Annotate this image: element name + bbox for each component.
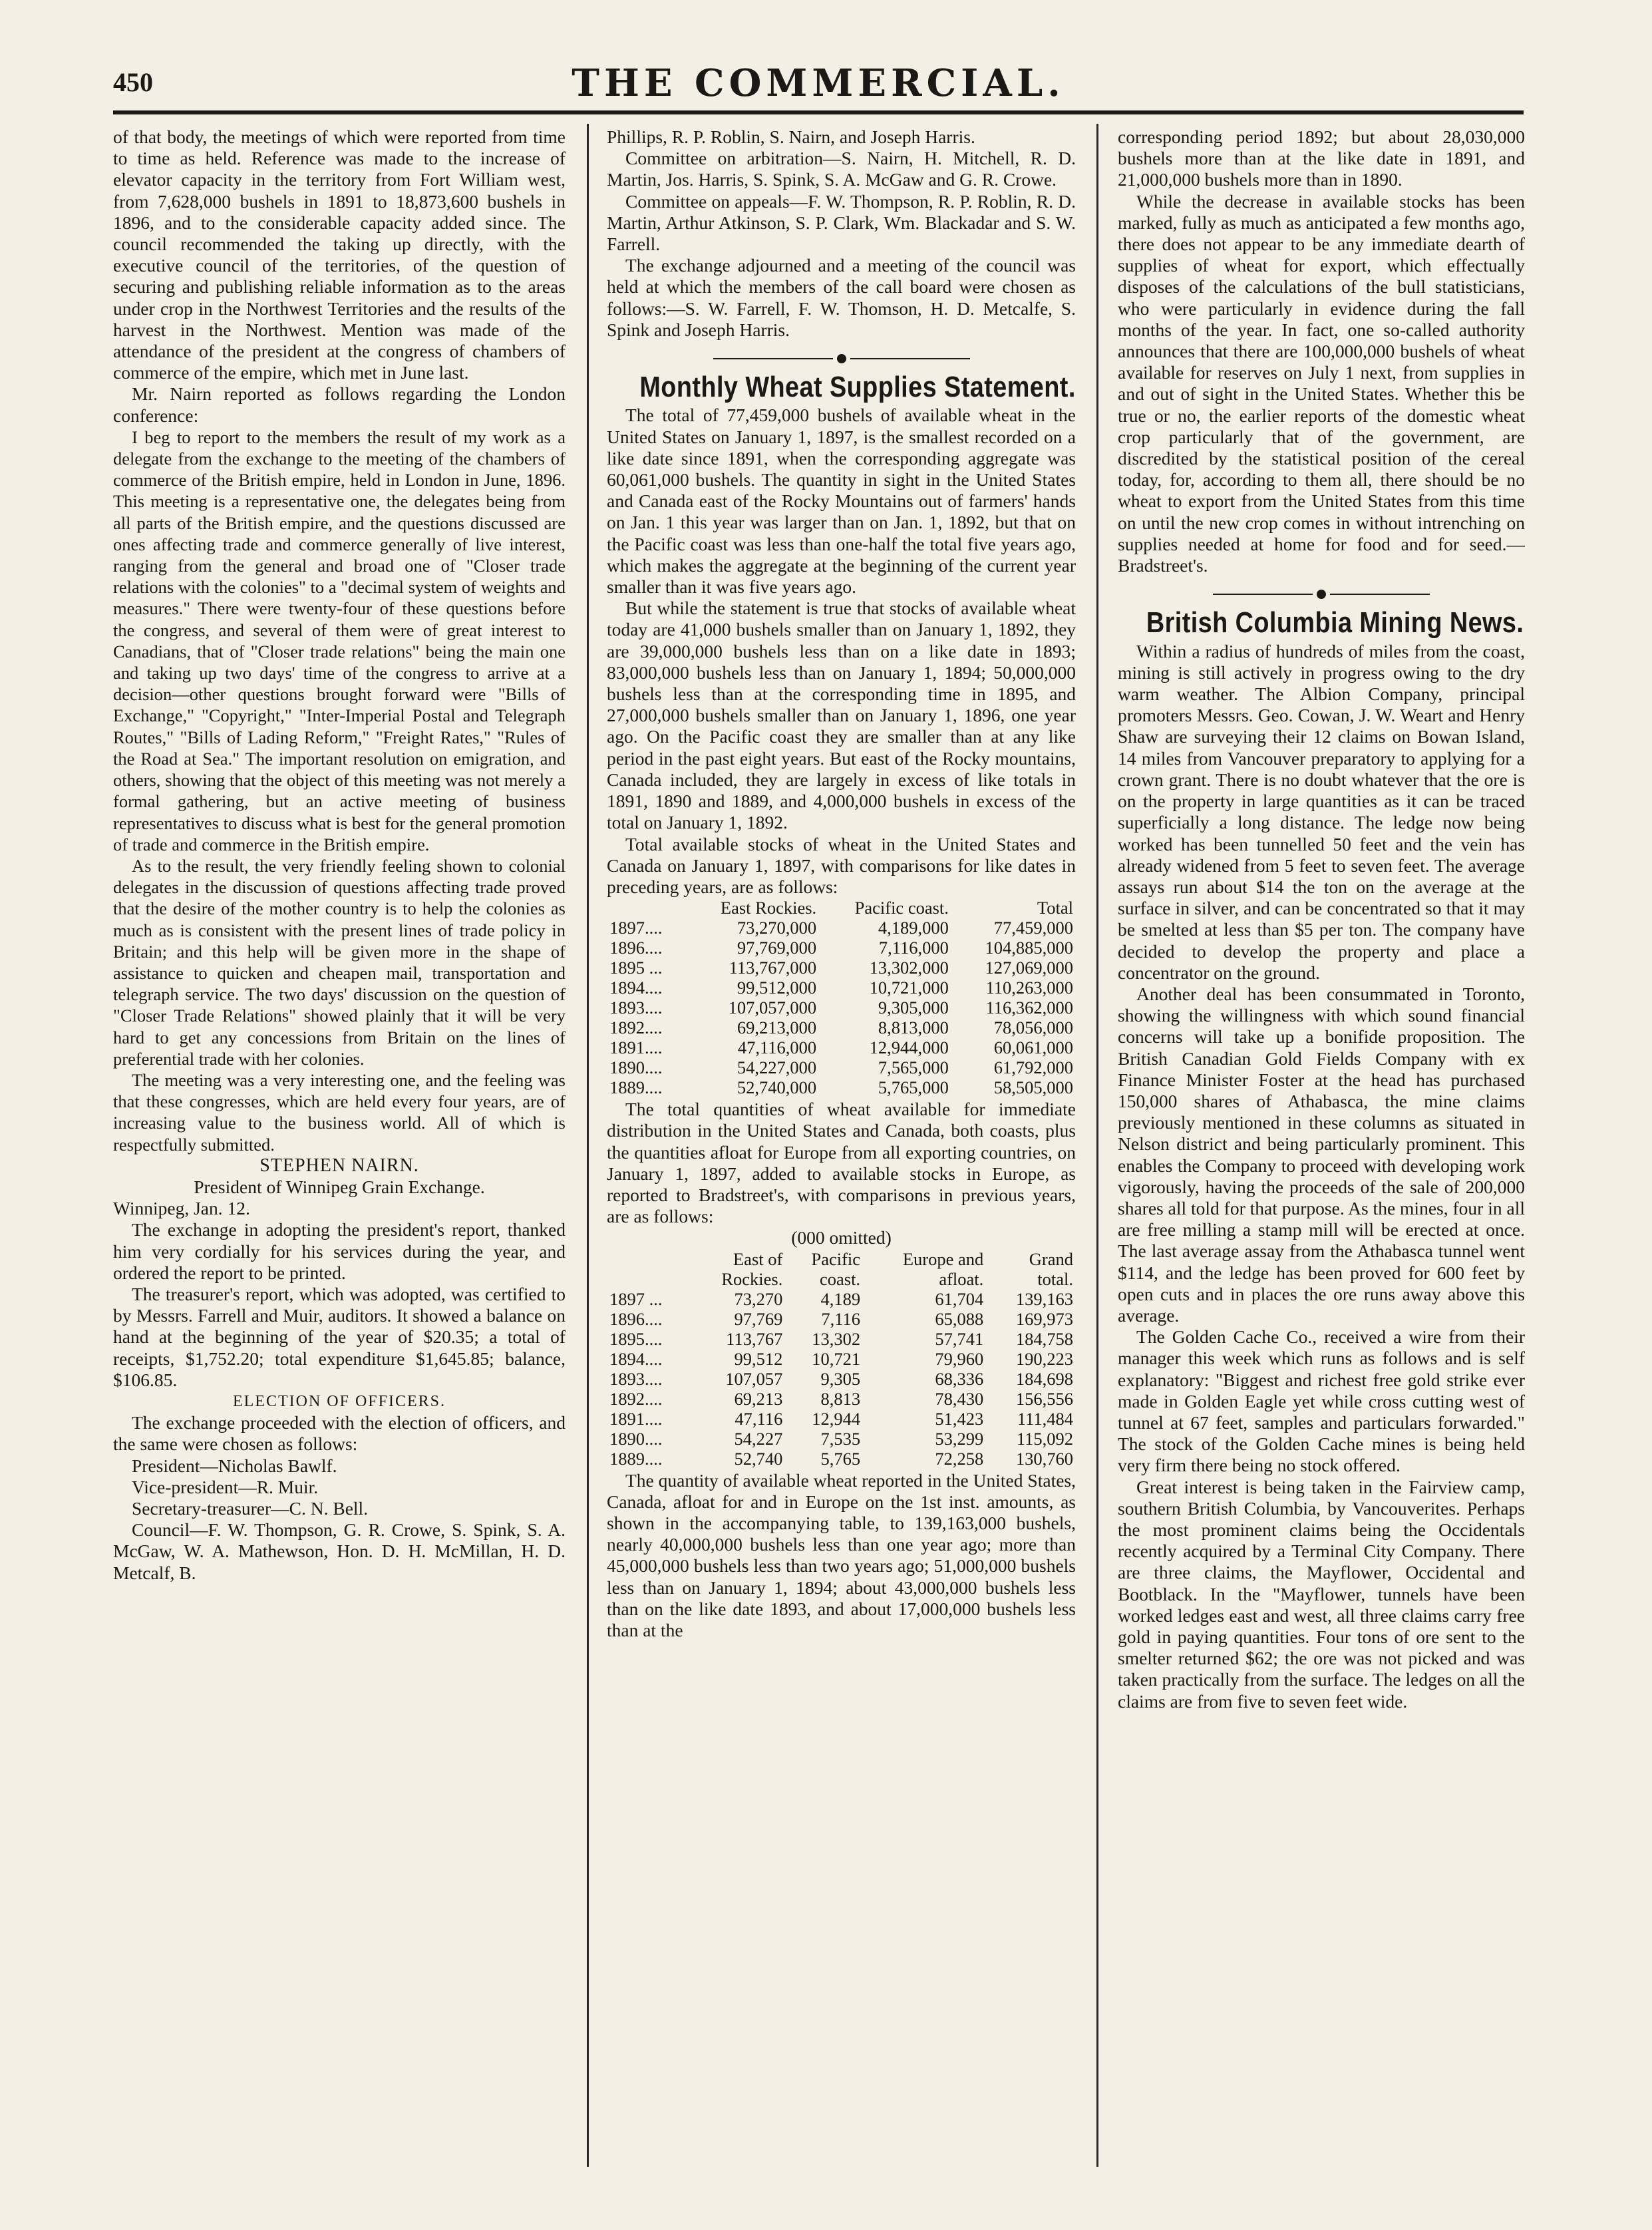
table-cell-year: 1897 ... (609, 1288, 663, 1309)
table-cell: 99,512 (734, 1348, 783, 1369)
table-cell: 72,258 (935, 1448, 984, 1469)
table-cell: 4,189 (820, 1288, 861, 1309)
article-paragraph: Another deal has been consummated in Toronto, showing the willingness with which sound financial concerns will take up a bonifide proposition. The British Canadian Gold Fields Company with ex Finance Minister Foster at the head has purchased 150,000 shares of Athabasca, the mine claims previously mentioned in these columns as situated in Nelson district and being particularly prominent. This enables the Company to proceed with developing work vigorously, having the proceeds of the sale of 200,000 shares all told for that purpose. As the mines, four in all are free milling a stamp mill will be erected at once. The last average assay from the Athabasca tunnel went $114, and the ledge has been proved for 600 feet by open cuts and in places the ore runs away above this average. (1118, 983, 1525, 1326)
table-cell: 7,116 (821, 1308, 861, 1329)
table-cell: 52,740 (734, 1448, 783, 1469)
table-cell: 51,423 (935, 1408, 984, 1429)
table-cell: 113,767 (726, 1328, 783, 1349)
officer-line: Council—F. W. Thompson, G. R. Crowe, S. Spink, S. A. McGaw, W. A. Mathewson, Hon. D. H. McMillan, H. D. Metcalf, B. (113, 1519, 566, 1583)
article-paragraph: The Golden Cache Co., received a wire from their manager this week which runs as follows and is self explanatory: "Biggest and richest free gold strike ever made in Golden Eagle yet while cross cutting west of tunnel at 67 feet, samples and particulars forwarded." The stock of the Golden Cache mines is being held very firm there being no stock offered. (1118, 1326, 1525, 1476)
article-paragraph: corresponding period 1892; but about 28,030,000 bushels more than at the like date in 1891, and 21,000,000 bushels more than in 1890. (1118, 126, 1525, 190)
table-cell: 4,189,000 (878, 918, 949, 938)
table-row (607, 1429, 1076, 1449)
table-cell: 12,944 (812, 1408, 861, 1429)
table-header-row (607, 898, 1076, 918)
column-2 (607, 126, 1076, 2163)
table-cell: 65,088 (935, 1308, 984, 1329)
table-cell: 69,213 (734, 1388, 783, 1409)
article-paragraph: of that body, the meetings of which were reported from time to time as held. Reference was made to the increase of elevator capacity in the territory from Fort William west, from 7,628,000 bushels in 1891 to 18,873,600 bushels in 1896, and to the considerable capacity added since. The council recommended the taking up directly, with the executive council of the territories, of the question of securing and publishing reliable information as to the areas under crop in the Northwest Territories and the results of the harvest in the Northwest. Mention was made of the attendance of the president at the congress of chambers of commerce of the empire, which met in June last. (113, 126, 566, 383)
article-paragraph: Mr. Nairn reported as follows regarding the London conference: (113, 383, 566, 426)
table-cell-year: 1892.... (609, 1388, 663, 1409)
table-row (607, 938, 1076, 958)
table-cell: 61,792,000 (993, 1057, 1073, 1078)
table-cell: 130,760 (1015, 1448, 1073, 1469)
table-cell-year: 1894.... (609, 978, 663, 998)
article-paragraph: But while the statement is true that stocks of available wheat today are 41,000 bushels smaller than on January 1, 1892, they are 39,000,000 bushels less than on a like date in 1893; 83,000,000 bushels less than on January 1, 1894; 50,000,000 bushels less than at the corresponding time in 1895, and 27,000,000 bushels smaller than on January 1, 1896, one year ago. On the Pacific coast they are smaller than at any like period in the past eight years. But east of the Rocky mountains, Canada included, they are largely in excess of like totals in 1891, 1890 and 1889, and 4,000,000 bushels in excess of the total on January 1, 1892. (607, 598, 1076, 833)
signature: STEPHEN NAIRN. (259, 1155, 419, 1176)
table-cell: 61,704 (935, 1288, 984, 1309)
table-cell-year: 1896.... (609, 1308, 663, 1329)
article-paragraph: The exchange in adopting the president's report, thanked him very cordially for his services during the year, and ordered the report to be printed. (113, 1219, 566, 1283)
wheat-stocks-table (607, 898, 1076, 1097)
table-cell: 116,362,000 (985, 998, 1073, 1018)
table-row (607, 1309, 1076, 1329)
table-cell: 7,565,000 (878, 1057, 949, 1078)
table-cell: 54,227,000 (737, 1057, 817, 1078)
table-cell-year: 1896.... (609, 938, 663, 958)
table-row (607, 1057, 1076, 1077)
article-paragraph: The total quantities of wheat available for immediate distribution in the United States and Canada, both coasts, plus the quantities afloat for Europe from all exporting countries, on January 1, 1897, added to available stocks in Europe, as reported to Bradstreet's, with comparisons in previous years, are as follows: (607, 1099, 1076, 1227)
table-row (607, 1449, 1076, 1469)
headline-bc-mining: British Columbia Mining News. (1146, 606, 1524, 640)
article-paragraph: The quantity of available wheat reported in the United States, Canada, afloat for and in Europe on the 1st inst. amounts, as shown in the accompanying table, to 139,163,000 bushels, nearly 40,000,000 bushels less than one year ago; more than 45,000,000 bushels less than two years ago; 51,000,000 bushels less than on January 1, 1894; about 43,000,000 bushels less than on the like date 1893, and about 17,000,000 bushels less than at the (607, 1469, 1076, 1640)
article-paragraph: Within a radius of hundreds of miles from the coast, mining is still actively in progress owing to the dry warm weather. The Albion Company, principal promoters Messrs. Geo. Cowan, J. W. Weart and Henry Shaw are surveying their 12 claims on Bowan Island, 14 miles from Vancouver preparatory to applying for a crown grant. There is no doubt whatever that the ore is on the property in large quantities as it can be traced superficially a long distance. The ledge now being worked has been tunnelled 50 feet and the vein has already widened from 5 feet to seven feet. The average assays run about $14 the ton on the average at the surface in silver, and can be concentrated so that it may be smelted at less than $5 per ton. The company have decided to develop the property and place a concentrator on the ground. (1118, 640, 1525, 983)
table-cell: 13,302 (812, 1328, 861, 1349)
table-cell: 156,556 (1015, 1388, 1073, 1409)
table-cell: 9,305 (820, 1368, 861, 1389)
table-cell: 78,430 (935, 1388, 984, 1409)
table-header: Grand (1029, 1248, 1073, 1269)
table-cell: 111,484 (1017, 1408, 1073, 1429)
dateline: Winnipeg, Jan. 12. (113, 1198, 250, 1219)
table-cell: 113,767,000 (729, 958, 817, 978)
table-cell-year: 1897.... (609, 918, 663, 938)
table-cell: 8,813,000 (878, 1018, 949, 1038)
column-1 (113, 126, 566, 2163)
article-paragraph: Committee on arbitration—S. Nairn, H. Mitchell, R. D. Martin, Jos. Harris, S. Spink, S. A. McGaw and G. R. Crowe. (607, 148, 1076, 190)
column-rule-2 (1096, 124, 1098, 2167)
table-cell: 7,116,000 (878, 938, 949, 958)
table-row (607, 978, 1076, 998)
officer-line: President—Nicholas Bawlf. (132, 1455, 337, 1476)
table-cell: 97,769 (734, 1308, 783, 1329)
table-header (607, 898, 684, 918)
table-cell: 13,302,000 (869, 958, 949, 978)
table-header: afloat. (939, 1268, 984, 1289)
officer-line: Secretary-treasurer—C. N. Bell. (132, 1498, 369, 1519)
table-cell: 52,740,000 (737, 1077, 817, 1098)
table-header: Pacific coast. (854, 898, 949, 918)
page-header (113, 61, 1524, 105)
table-row (607, 1369, 1076, 1389)
article-paragraph: Great interest is being taken in the Fairview camp, southern British Columbia, by Vancouverites. Perhaps the most prominent claims being the Occidentals recently acquired by a Terminal City Company. There are three claims, the Mayflower, Occidental and Bootblack. In the "Mayflower, tunnels have been worked ledges east and west, all three claims carry free gold in paying quantities. Four tons of ore sent to the smelter returned $62; the ore was not picked and was taken practically from the surface. The ledges on all the claims are from five to seven feet wide. (1118, 1476, 1525, 1712)
table-cell: 12,944,000 (869, 1037, 949, 1058)
table-cell-year: 1891.... (609, 1037, 663, 1058)
table-cell: 69,213,000 (737, 1018, 817, 1038)
table-cell: 5,765,000 (878, 1077, 949, 1098)
table-header: East of (733, 1248, 783, 1269)
table-header: Total (1037, 898, 1073, 918)
report-quote-paragraph: I beg to report to the members the result of my work as a delegate from the exchange to the meeting of the chambers of commerce of the British empire, held in London in June, 1896. This meeting is a representative one, the delegates being from all parts of the British empire, and the questions discussed are ones affecting trade and commerce generally of live interest, ranging from the general and broad one of "Closer trade relations with the colonies" to a "decimal system of weights and measures." There were twenty-four of these questions before the congress, and several of them were of great interest to Canadians, that of "Closer trade relations" being the main one and taking up two days' time of the congress to arrive at a decision—other questions brought forward were "Bills of Exchange," "Copyright," "Inter-Imperial Postal and Telegraph Routes," "Bills of Lading Reform," "Freight Rates," "Rules of the Road at Sea." The important resolution on emigration, and others, showing that the object of this meeting was not merely a formal gathering, but an active meeting of business representatives to discuss what is best for the general promotion of trade and commerce in the British empire. (113, 427, 566, 854)
table-row (607, 918, 1076, 938)
article-paragraph: Total available stocks of wheat in the United States and Canada on January 1, 1897, with comparisons for like dates in preceding years, are as follows: (607, 833, 1076, 897)
table-cell: 115,092 (1016, 1428, 1073, 1449)
table-header (607, 1249, 690, 1269)
world-wheat-table (607, 1249, 1076, 1469)
election-subheading: ELECTION OF OFFICERS. (232, 1392, 446, 1410)
table-cell-year: 1893.... (609, 1368, 663, 1389)
table-cell: 169,973 (1015, 1308, 1073, 1329)
table-cell: 47,116 (735, 1408, 783, 1429)
column-rule-1 (587, 124, 589, 2167)
table-row (607, 1349, 1076, 1369)
table-row (607, 1389, 1076, 1409)
table-cell-year: 1893.... (609, 998, 663, 1018)
table-cell: 47,116,000 (737, 1037, 817, 1058)
table-cell: 184,698 (1015, 1368, 1073, 1389)
table-cell-year: 1892.... (609, 1018, 663, 1038)
report-quote-paragraph: The meeting was a very interesting one, and the feeling was that these congresses, which are held every four years, are of increasing value to the business world. All of which is respectfully submitted. (113, 1069, 566, 1155)
signature-title: President of Winnipeg Grain Exchange. (194, 1176, 485, 1197)
table-cell-year: 1894.... (609, 1348, 663, 1369)
table-cell: 77,459,000 (993, 918, 1073, 938)
table-header (607, 1269, 690, 1289)
table-cell: 110,263,000 (985, 978, 1073, 998)
table-cell: 53,299 (935, 1428, 984, 1449)
article-paragraph: The exchange proceeded with the election of officers, and the same were chosen as follows: (113, 1412, 566, 1455)
headline-wheat-supplies: Monthly Wheat Supplies Statement. (639, 371, 1076, 404)
table-cell: 107,057 (725, 1368, 783, 1389)
table-cell: 139,163 (1015, 1288, 1073, 1309)
table-row (607, 998, 1076, 1018)
table-cell: 78,056,000 (993, 1018, 1073, 1038)
table-header: East Rockies. (720, 898, 817, 918)
table-cell-year: 1890.... (609, 1428, 663, 1449)
table-cell: 8,813 (820, 1388, 861, 1409)
table-cell-year: 1891.... (609, 1408, 663, 1429)
section-ornament (1118, 582, 1525, 603)
article-paragraph: The exchange adjourned and a meeting of the council was held at which the members of the call board were chosen as follows:—S. W. Farrell, F. W. Thomson, H. D. Metcalfe, S. Spink and Joseph Harris. (607, 255, 1076, 340)
table-cell: 73,270 (734, 1288, 783, 1309)
table-header: Rockies. (721, 1268, 783, 1289)
report-quote-paragraph: As to the result, the very friendly feeling shown to colonial delegates in the discussion of questions affecting trade proved that the desire of the mother country is to help the colonies as much as is consistent with the present lines of trade policy in Britain; and this help will be given more in the shape of assistance to quicken and cheapen mail, transportation and telegraph service. The two days' discussion on the question of "Closer Trade Relations" showed plainly that it will be very hard to get any concessions from Britain on the lines of preferential trade with her colonies. (113, 855, 566, 1069)
table-row (607, 1329, 1076, 1349)
table-cell-year: 1895.... (609, 1328, 663, 1349)
officer-line: Vice-president—R. Muir. (132, 1476, 319, 1497)
article-paragraph: The total of 77,459,000 bushels of available wheat in the United States on January 1, 1897, is the smallest recorded on a like date since 1891, when the corresponding aggregate was 60,061,000 bushels. The quantity in sight in the United States and Canada east of the Rocky Mountains out of farmers' hands on Jan. 1 this year was larger than on Jan. 1, 1892, but that on the Pacific coast was less than one-half the total five years ago, which makes the aggregate at the beginning of the current year smaller than it was five years ago. (607, 405, 1076, 598)
table-header: Pacific (811, 1248, 861, 1269)
masthead: THE COMMERCIAL. (572, 61, 1065, 105)
table-cell: 68,336 (935, 1368, 984, 1389)
column-3 (1118, 126, 1525, 2163)
table-cell: 58,505,000 (993, 1077, 1073, 1098)
table-cell: 5,765 (820, 1448, 861, 1469)
article-paragraph: Committee on appeals—F. W. Thompson, R. P. Roblin, R. D. Martin, Arthur Atkinson, S. P. Clark, Wm. Blackadar and S. W. Farrell. (607, 190, 1076, 255)
table-cell: 9,305,000 (878, 998, 949, 1018)
table-cell: 127,069,000 (985, 958, 1073, 978)
table-row (607, 1289, 1076, 1309)
table-cell: 190,223 (1015, 1348, 1073, 1369)
article-paragraph: Phillips, R. P. Roblin, S. Nairn, and Joseph Harris. (607, 126, 975, 147)
table-row (607, 1037, 1076, 1057)
table-row (607, 958, 1076, 978)
table-cell: 60,061,000 (993, 1037, 1073, 1058)
section-ornament (607, 346, 1076, 367)
table-caption: (000 omitted) (791, 1227, 892, 1248)
page-number: 450 (113, 67, 153, 97)
table-cell: 79,960 (935, 1348, 984, 1369)
table-header-row (607, 1269, 1076, 1289)
table-cell: 99,512,000 (737, 978, 817, 998)
table-cell: 10,721 (812, 1348, 861, 1369)
article-paragraph: The treasurer's report, which was adopted, was certified to by Messrs. Farrell and Muir, auditors. It showed a balance on hand at the beginning of the year of $20.35; a total of receipts, $1,752.20; total expenditure $1,645.85; balance, $106.85. (113, 1283, 566, 1390)
table-cell-year: 1889.... (609, 1077, 663, 1098)
article-paragraph: While the decrease in available stocks has been marked, fully as much as anticipated a few months ago, there does not appear to be any immediate dearth of supplies of wheat for export, which effectually disposes of the calculations of the bull statisticians, who were particularly in evidence during the fall months of the year. In fact, one so-called authority announces that there are 100,000,000 bushels of wheat available for reserves on July 1 next, from supplies in and out of sight in the United States. Whether this be true or no, the earlier reports of the domestic wheat crop particularly that of the government, are discredited by the statistical position of the cereal today, for, according to them all, there should be no wheat to export from the United States from this time on until the new crop comes in without intrenching on supplies needed at home for food and for seed.—Bradstreet's. (1118, 190, 1525, 576)
table-cell: 184,758 (1015, 1328, 1073, 1349)
table-header: coast. (819, 1268, 861, 1289)
table-row (607, 1018, 1076, 1037)
header-rule (113, 110, 1524, 114)
table-row (607, 1077, 1076, 1097)
table-row (607, 1409, 1076, 1429)
table-cell: 73,270,000 (737, 918, 817, 938)
table-cell-year: 1890.... (609, 1057, 663, 1078)
table-header-row (607, 1249, 1076, 1269)
table-cell: 7,535 (820, 1428, 861, 1449)
table-cell-year: 1889.... (609, 1448, 663, 1469)
table-cell: 97,769,000 (737, 938, 817, 958)
table-cell: 57,741 (935, 1328, 984, 1349)
table-header: total. (1037, 1268, 1073, 1289)
table-header: Europe and (902, 1248, 984, 1269)
table-cell: 104,885,000 (985, 938, 1073, 958)
table-cell-year: 1895 ... (609, 958, 663, 978)
table-cell: 54,227 (734, 1428, 783, 1449)
table-cell: 10,721,000 (869, 978, 949, 998)
table-cell: 107,057,000 (728, 998, 817, 1018)
